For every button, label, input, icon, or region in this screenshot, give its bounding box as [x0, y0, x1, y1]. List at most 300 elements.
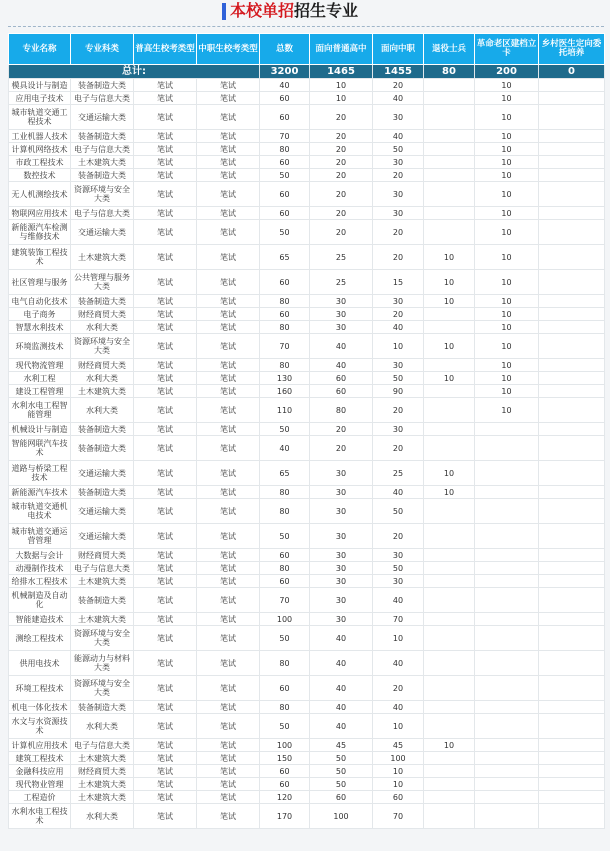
table-cell: 笔试 — [197, 270, 260, 295]
table-cell: 笔试 — [134, 739, 197, 752]
table-cell: 10 — [424, 295, 475, 308]
column-header: 专业科类 — [71, 34, 134, 65]
table-row — [9, 359, 605, 372]
table-cell — [424, 676, 475, 701]
table-cell — [539, 398, 605, 423]
table-cell: 水利水电工程技术 — [9, 804, 71, 829]
table-cell — [424, 701, 475, 714]
table-cell: 20 — [310, 220, 373, 245]
column-header: 专业名称 — [9, 34, 71, 65]
table-cell: 装备制造大类 — [71, 130, 134, 143]
table-cell: 80 — [260, 651, 310, 676]
table-cell — [475, 626, 539, 651]
table-cell: 交通运输大类 — [71, 524, 134, 549]
table-cell — [424, 92, 475, 105]
total-value: 1465 — [310, 65, 373, 79]
table-cell: 应用电子技术 — [9, 92, 71, 105]
table-cell: 30 — [310, 486, 373, 499]
table-cell: 笔试 — [197, 461, 260, 486]
table-cell: 20 — [310, 207, 373, 220]
table-row — [9, 524, 605, 549]
table-cell: 笔试 — [134, 752, 197, 765]
table-cell — [424, 308, 475, 321]
table-cell: 笔试 — [197, 321, 260, 334]
table-cell: 装备制造大类 — [71, 79, 134, 92]
table-cell: 50 — [260, 714, 310, 739]
table-cell — [539, 169, 605, 182]
table-cell: 30 — [310, 295, 373, 308]
table-row — [9, 169, 605, 182]
table-cell — [424, 765, 475, 778]
title-divider — [8, 26, 604, 27]
table-cell: 40 — [373, 701, 424, 714]
table-cell — [424, 105, 475, 130]
table-cell — [539, 549, 605, 562]
table-cell: 20 — [373, 308, 424, 321]
table-cell: 笔试 — [134, 791, 197, 804]
table-cell: 10 — [373, 714, 424, 739]
page-header — [0, 0, 610, 24]
table-cell: 工业机器人技术 — [9, 130, 71, 143]
table-cell — [539, 626, 605, 651]
table-cell — [539, 752, 605, 765]
table-cell — [424, 182, 475, 207]
table-cell: 笔试 — [197, 130, 260, 143]
table-row — [9, 739, 605, 752]
table-cell: 笔试 — [134, 334, 197, 359]
table-cell: 100 — [260, 613, 310, 626]
table-cell: 笔试 — [134, 182, 197, 207]
enrollment-table — [8, 33, 605, 829]
table-cell — [424, 575, 475, 588]
table-cell: 10 — [475, 105, 539, 130]
table-cell: 笔试 — [134, 372, 197, 385]
column-header: 总数 — [260, 34, 310, 65]
table-row — [9, 105, 605, 130]
table-cell: 90 — [373, 385, 424, 398]
table-cell: 10 — [475, 220, 539, 245]
table-cell: 笔试 — [197, 143, 260, 156]
table-cell: 笔试 — [134, 245, 197, 270]
table-cell: 45 — [310, 739, 373, 752]
table-cell — [424, 398, 475, 423]
table-cell — [475, 778, 539, 791]
table-cell — [539, 461, 605, 486]
table-cell: 模具设计与制造 — [9, 79, 71, 92]
column-header: 中职生校考类型 — [197, 34, 260, 65]
table-cell — [424, 562, 475, 575]
table-cell: 笔试 — [134, 701, 197, 714]
table-cell: 10 — [424, 334, 475, 359]
table-cell: 60 — [260, 92, 310, 105]
table-cell: 50 — [373, 372, 424, 385]
table-cell: 笔试 — [197, 486, 260, 499]
table-cell — [424, 321, 475, 334]
table-cell: 笔试 — [197, 626, 260, 651]
table-cell: 80 — [260, 359, 310, 372]
table-cell — [475, 588, 539, 613]
table-cell: 10 — [475, 270, 539, 295]
table-cell: 50 — [373, 562, 424, 575]
column-header: 面向中职 — [373, 34, 424, 65]
table-cell: 笔试 — [197, 676, 260, 701]
table-cell: 笔试 — [134, 398, 197, 423]
table-cell: 机械制造及自动化 — [9, 588, 71, 613]
table-row — [9, 207, 605, 220]
table-cell: 笔试 — [134, 778, 197, 791]
table-cell: 笔试 — [134, 143, 197, 156]
table-cell: 60 — [260, 308, 310, 321]
table-cell: 60 — [310, 385, 373, 398]
table-cell: 50 — [260, 626, 310, 651]
table-cell: 10 — [475, 207, 539, 220]
table-cell: 能源动力与材料大类 — [71, 651, 134, 676]
table-cell: 60 — [260, 156, 310, 169]
table-cell: 笔试 — [197, 739, 260, 752]
table-cell: 30 — [373, 549, 424, 562]
column-header: 革命老区建档立卡 — [475, 34, 539, 65]
table-cell: 40 — [373, 486, 424, 499]
table-cell: 工程造价 — [9, 791, 71, 804]
table-cell: 电子与信息大类 — [71, 143, 134, 156]
table-cell: 笔试 — [134, 613, 197, 626]
table-cell: 计算机应用技术 — [9, 739, 71, 752]
table-cell: 笔试 — [197, 613, 260, 626]
table-cell: 10 — [475, 79, 539, 92]
table-cell — [539, 765, 605, 778]
table-cell: 笔试 — [197, 562, 260, 575]
table-cell — [424, 714, 475, 739]
table-cell: 水利水电工程智能管理 — [9, 398, 71, 423]
table-cell: 笔试 — [197, 359, 260, 372]
table-cell — [424, 626, 475, 651]
table-cell — [539, 739, 605, 752]
table-cell: 笔试 — [134, 359, 197, 372]
table-cell: 60 — [373, 791, 424, 804]
table-cell: 物联网应用技术 — [9, 207, 71, 220]
table-cell: 装备制造大类 — [71, 701, 134, 714]
table-cell: 笔试 — [197, 385, 260, 398]
table-cell: 笔试 — [134, 436, 197, 461]
table-cell: 电子与信息大类 — [71, 739, 134, 752]
table-cell: 10 — [475, 143, 539, 156]
table-cell: 40 — [373, 321, 424, 334]
table-cell: 30 — [310, 562, 373, 575]
table-row — [9, 791, 605, 804]
table-cell: 笔试 — [197, 651, 260, 676]
table-cell: 40 — [310, 651, 373, 676]
total-value: 1455 — [373, 65, 424, 79]
table-cell: 10 — [475, 321, 539, 334]
table-row — [9, 613, 605, 626]
table-cell: 笔试 — [134, 385, 197, 398]
table-cell: 交通运输大类 — [71, 105, 134, 130]
table-cell: 财经商贸大类 — [71, 549, 134, 562]
table-cell: 笔试 — [134, 105, 197, 130]
table-row — [9, 486, 605, 499]
total-value: 3200 — [260, 65, 310, 79]
table-cell — [475, 752, 539, 765]
table-body — [9, 65, 605, 829]
table-cell: 20 — [310, 169, 373, 182]
table-cell — [475, 714, 539, 739]
table-cell — [424, 752, 475, 765]
table-row — [9, 436, 605, 461]
table-cell: 笔试 — [197, 220, 260, 245]
table-cell: 笔试 — [197, 549, 260, 562]
table-header — [9, 34, 605, 65]
table-cell: 25 — [310, 270, 373, 295]
table-row — [9, 562, 605, 575]
table-cell: 动漫制作技术 — [9, 562, 71, 575]
table-row — [9, 79, 605, 92]
table-cell: 80 — [260, 143, 310, 156]
table-row — [9, 398, 605, 423]
table-cell: 30 — [373, 575, 424, 588]
table-cell: 80 — [260, 499, 310, 524]
table-cell: 笔试 — [197, 524, 260, 549]
table-cell — [539, 714, 605, 739]
table-cell — [475, 676, 539, 701]
table-cell: 电气自动化技术 — [9, 295, 71, 308]
table-cell — [539, 575, 605, 588]
table-cell — [424, 613, 475, 626]
table-cell — [424, 524, 475, 549]
page-title — [230, 1, 358, 21]
table-cell: 笔试 — [134, 308, 197, 321]
table-cell: 笔试 — [134, 524, 197, 549]
table-cell: 财经商贸大类 — [71, 765, 134, 778]
table-cell: 10 — [475, 334, 539, 359]
table-cell: 笔试 — [134, 804, 197, 829]
table-cell — [539, 92, 605, 105]
table-cell: 笔试 — [134, 575, 197, 588]
table-row — [9, 143, 605, 156]
table-cell: 笔试 — [197, 295, 260, 308]
table-cell: 10 — [310, 92, 373, 105]
table-cell — [539, 334, 605, 359]
table-cell — [424, 79, 475, 92]
table-cell: 笔试 — [134, 130, 197, 143]
table-cell — [475, 791, 539, 804]
table-cell: 公共管理与服务大类 — [71, 270, 134, 295]
table-cell: 笔试 — [134, 169, 197, 182]
table-cell — [475, 562, 539, 575]
table-cell: 环境监测技术 — [9, 334, 71, 359]
table-cell — [475, 739, 539, 752]
table-row — [9, 295, 605, 308]
table-cell: 30 — [310, 321, 373, 334]
table-cell — [424, 791, 475, 804]
table-cell: 10 — [424, 461, 475, 486]
table-cell — [424, 804, 475, 829]
table-cell: 电子与信息大类 — [71, 92, 134, 105]
table-cell: 50 — [310, 765, 373, 778]
table-cell: 水利大类 — [71, 398, 134, 423]
table-cell: 笔试 — [197, 804, 260, 829]
table-cell: 30 — [373, 359, 424, 372]
table-cell: 60 — [260, 105, 310, 130]
table-cell — [539, 524, 605, 549]
table-cell: 笔试 — [134, 270, 197, 295]
table-cell: 50 — [373, 499, 424, 524]
table-cell: 20 — [373, 169, 424, 182]
table-cell: 笔试 — [134, 651, 197, 676]
table-cell: 30 — [310, 308, 373, 321]
table-cell: 60 — [260, 182, 310, 207]
table-cell: 无人机测绘技术 — [9, 182, 71, 207]
table-cell — [539, 651, 605, 676]
table-cell: 40 — [260, 79, 310, 92]
table-cell: 10 — [475, 182, 539, 207]
table-cell: 装备制造大类 — [71, 423, 134, 436]
table-cell: 30 — [310, 613, 373, 626]
table-cell — [424, 169, 475, 182]
table-cell: 装备制造大类 — [71, 486, 134, 499]
table-cell: 30 — [373, 105, 424, 130]
table-cell: 25 — [310, 245, 373, 270]
table-cell: 笔试 — [134, 321, 197, 334]
table-cell — [539, 676, 605, 701]
table-cell: 60 — [260, 549, 310, 562]
table-cell — [539, 791, 605, 804]
table-row — [9, 765, 605, 778]
table-cell: 110 — [260, 398, 310, 423]
table-cell: 40 — [310, 334, 373, 359]
table-cell: 20 — [373, 436, 424, 461]
table-cell — [539, 270, 605, 295]
table-cell: 笔试 — [134, 588, 197, 613]
title-accent-bar — [222, 3, 226, 20]
table-cell: 笔试 — [197, 105, 260, 130]
table-row — [9, 499, 605, 524]
table-cell: 65 — [260, 245, 310, 270]
table-cell: 笔试 — [197, 588, 260, 613]
table-cell — [539, 778, 605, 791]
table-row — [9, 549, 605, 562]
table-cell: 10 — [475, 130, 539, 143]
table-cell: 25 — [373, 461, 424, 486]
column-header: 面向普通高中 — [310, 34, 373, 65]
table-cell: 智能网联汽车技术 — [9, 436, 71, 461]
table-cell: 30 — [373, 295, 424, 308]
table-cell: 水利大类 — [71, 321, 134, 334]
table-row — [9, 701, 605, 714]
table-cell: 10 — [475, 385, 539, 398]
table-row — [9, 245, 605, 270]
table-cell: 水利大类 — [71, 372, 134, 385]
table-cell — [424, 359, 475, 372]
table-cell: 40 — [310, 714, 373, 739]
table-cell — [475, 524, 539, 549]
table-row — [9, 220, 605, 245]
total-value: 0 — [539, 65, 605, 79]
total-value: 80 — [424, 65, 475, 79]
table-cell: 笔试 — [197, 156, 260, 169]
table-cell — [539, 220, 605, 245]
table-cell — [424, 499, 475, 524]
table-cell — [475, 804, 539, 829]
table-cell: 交通运输大类 — [71, 220, 134, 245]
table-cell: 笔试 — [197, 92, 260, 105]
table-cell: 电子与信息大类 — [71, 562, 134, 575]
table-cell: 装备制造大类 — [71, 436, 134, 461]
table-cell: 建筑装饰工程技术 — [9, 245, 71, 270]
table-row — [9, 778, 605, 791]
table-cell: 交通运输大类 — [71, 461, 134, 486]
table-cell — [424, 220, 475, 245]
table-cell: 水利大类 — [71, 804, 134, 829]
table-cell: 电子与信息大类 — [71, 207, 134, 220]
table-row — [9, 156, 605, 169]
table-cell: 120 — [260, 791, 310, 804]
table-cell: 10 — [475, 398, 539, 423]
table-cell: 笔试 — [134, 295, 197, 308]
table-cell — [424, 156, 475, 169]
table-cell: 170 — [260, 804, 310, 829]
page-title-rest: 招生专业 — [294, 1, 359, 20]
table-cell: 10 — [424, 486, 475, 499]
table-cell: 财经商贸大类 — [71, 308, 134, 321]
table-cell: 笔试 — [134, 92, 197, 105]
table-cell: 笔试 — [134, 714, 197, 739]
table-cell: 80 — [310, 398, 373, 423]
table-cell: 城市轨道交通运营管理 — [9, 524, 71, 549]
table-cell — [424, 778, 475, 791]
table-cell: 60 — [310, 372, 373, 385]
table-cell: 金融科技应用 — [9, 765, 71, 778]
table-row — [9, 92, 605, 105]
table-cell: 60 — [310, 791, 373, 804]
table-cell: 笔试 — [197, 182, 260, 207]
table-cell — [475, 436, 539, 461]
table-cell: 65 — [260, 461, 310, 486]
table-cell: 10 — [424, 739, 475, 752]
table-cell: 50 — [260, 524, 310, 549]
table-cell — [539, 182, 605, 207]
table-cell — [539, 308, 605, 321]
table-cell: 笔试 — [134, 220, 197, 245]
table-cell: 笔试 — [134, 626, 197, 651]
table-cell: 60 — [260, 270, 310, 295]
page-title-highlight: 本校单招 — [230, 1, 295, 20]
table-cell: 150 — [260, 752, 310, 765]
table-cell: 30 — [373, 207, 424, 220]
table-cell: 10 — [475, 92, 539, 105]
table-cell: 80 — [260, 562, 310, 575]
table-cell: 20 — [373, 79, 424, 92]
table-cell: 30 — [373, 182, 424, 207]
table-cell: 60 — [260, 676, 310, 701]
table-cell: 70 — [260, 130, 310, 143]
table-row — [9, 130, 605, 143]
table-cell: 新能源汽车技术 — [9, 486, 71, 499]
table-cell — [424, 423, 475, 436]
table-row — [9, 182, 605, 207]
table-cell: 80 — [260, 295, 310, 308]
table-cell: 现代物业管理 — [9, 778, 71, 791]
table-row — [9, 321, 605, 334]
table-cell: 大数据与会计 — [9, 549, 71, 562]
table-cell: 30 — [310, 575, 373, 588]
table-cell — [424, 549, 475, 562]
table-cell: 20 — [310, 105, 373, 130]
table-cell: 160 — [260, 385, 310, 398]
table-cell: 80 — [260, 486, 310, 499]
table-cell — [539, 486, 605, 499]
table-cell: 笔试 — [197, 499, 260, 524]
table-cell: 装备制造大类 — [71, 588, 134, 613]
